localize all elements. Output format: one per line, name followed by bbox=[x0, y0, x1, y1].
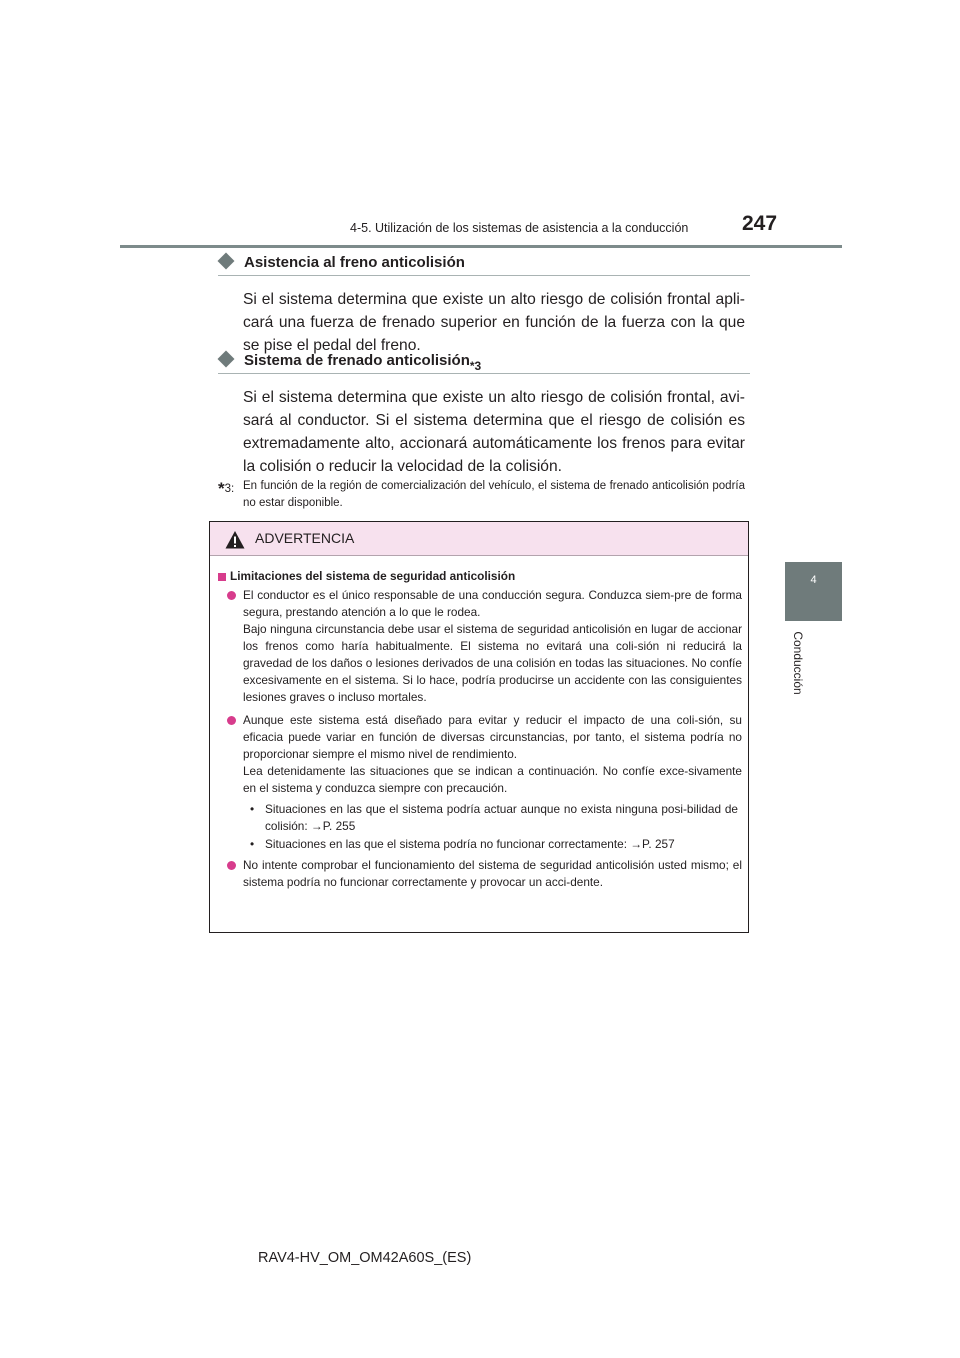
warning-sub-item[interactable] bbox=[218, 836, 742, 853]
warning-paragraph: Bajo ninguna circunstancia debe usar el sistema de seguridad anticolisión en lugar de accionar los frenos como haría habitualmente. El sistema no evitará una coli-sión ni reducirá la gravedad de los daños o lesiones derivados de una colisión en todas las situaciones. No confíe excesivamente en el sistema. Si lo hace, podría producirse un accidente con las consiguientes lesiones graves o incluso mortales. bbox=[243, 622, 742, 704]
section-body: Si el sistema determina que existe un alto riesgo de colisión frontal, avi-sará al conductor. Si el sistema determina que el riesgo de colisión es extremadamente alto, accionará automáticamente los frenos para evitar la colisión o reducir la velocidad de la colisión. bbox=[243, 389, 745, 475]
sub-bullet: • bbox=[250, 802, 255, 816]
warning-subheading bbox=[218, 568, 742, 585]
footnote bbox=[218, 478, 745, 512]
section-body: Si el sistema determina que existe un alto riesgo de colisión frontal apli-cará una fuerza de frenado superior en función de la fuerza con la que se pise el pedal del freno. bbox=[243, 291, 745, 354]
warning-paragraph: Lea detenidamente las situaciones que se indican a continuación. No confíe exce-sivamente en el sistema y conduzca siempre con precaución. bbox=[243, 764, 742, 795]
header-divider bbox=[120, 245, 842, 248]
page-number: 247 bbox=[742, 212, 778, 235]
warning-body bbox=[218, 568, 742, 897]
warning-box bbox=[209, 521, 749, 933]
chapter-label bbox=[770, 628, 826, 698]
warning-bullet bbox=[218, 712, 742, 797]
section-heading bbox=[218, 254, 750, 276]
section-heading-text: Sistema de frenado anticolisión bbox=[244, 352, 470, 369]
sub-bullet: • bbox=[250, 837, 255, 851]
header-section-title: 4-5. Utilización de los sistemas de asistencia a la conducción bbox=[350, 221, 689, 235]
warning-paragraph: El conductor es el único responsable de una conducción segura. Conduzca siem-pre de forma segura, prestando atención a lo que le rodea. bbox=[243, 588, 742, 619]
warning-sub-list bbox=[218, 801, 742, 853]
footnote-marker bbox=[218, 478, 243, 512]
warning-bullet bbox=[218, 587, 742, 706]
chapter-number: 4 bbox=[810, 574, 817, 586]
warning-title: ADVERTENCIA bbox=[255, 530, 355, 546]
warning-sub-item-text: Situaciones en las que el sistema podría no funcionar correctamente: →P. 257 bbox=[265, 837, 675, 851]
warning-header bbox=[210, 522, 748, 556]
warning-subheading-text: Limitaciones del sistema de seguridad anticolisión bbox=[230, 569, 516, 583]
warning-triangle-icon bbox=[225, 530, 245, 550]
warning-sub-item-text: Situaciones en las que el sistema podría actuar aunque no exista ninguna posi-bilidad de colisión: →P. 255 bbox=[265, 802, 738, 833]
section-heading-text: Asistencia al freno anticolisión bbox=[244, 254, 465, 271]
section-heading: Sistema de frenado anticolisión $^{*3}$ bbox=[218, 352, 750, 374]
footnote-text: En función de la región de comercialización del vehículo, el sistema de frenado anticolisión podría no estar disponible. bbox=[243, 480, 745, 509]
chapter-label-text: Conducción bbox=[791, 631, 805, 695]
footnote-number: 3: bbox=[224, 483, 235, 495]
warning-paragraph: Aunque este sistema está diseñado para evitar y reducir el impacto de una coli-sión, su eficacia puede variar en función de diversas circunstancias, por tanto, el sistema podría no proporcionar siempre el mismo nivel de rendimiento. bbox=[243, 713, 742, 761]
circle-bullet-icon bbox=[227, 861, 236, 870]
diamond-bullet-icon bbox=[218, 253, 235, 270]
chapter-tab[interactable] bbox=[785, 562, 842, 621]
footnote-star: * bbox=[218, 479, 225, 498]
diamond-bullet-icon bbox=[218, 351, 235, 368]
warning-paragraph: No intente comprobar el funcionamiento del sistema de seguridad anticolisión usted mismo; el sistema podría no funcionar correctamente y provocar un acci-dente. bbox=[243, 858, 742, 889]
warning-bullet bbox=[218, 857, 742, 891]
footer-document-code: RAV4-HV_OM_OM42A60S_(ES) bbox=[258, 1250, 472, 1266]
warning-sub-item[interactable] bbox=[218, 801, 742, 835]
circle-bullet-icon bbox=[227, 716, 236, 725]
square-bullet-icon bbox=[218, 573, 226, 581]
circle-bullet-icon bbox=[227, 591, 236, 600]
